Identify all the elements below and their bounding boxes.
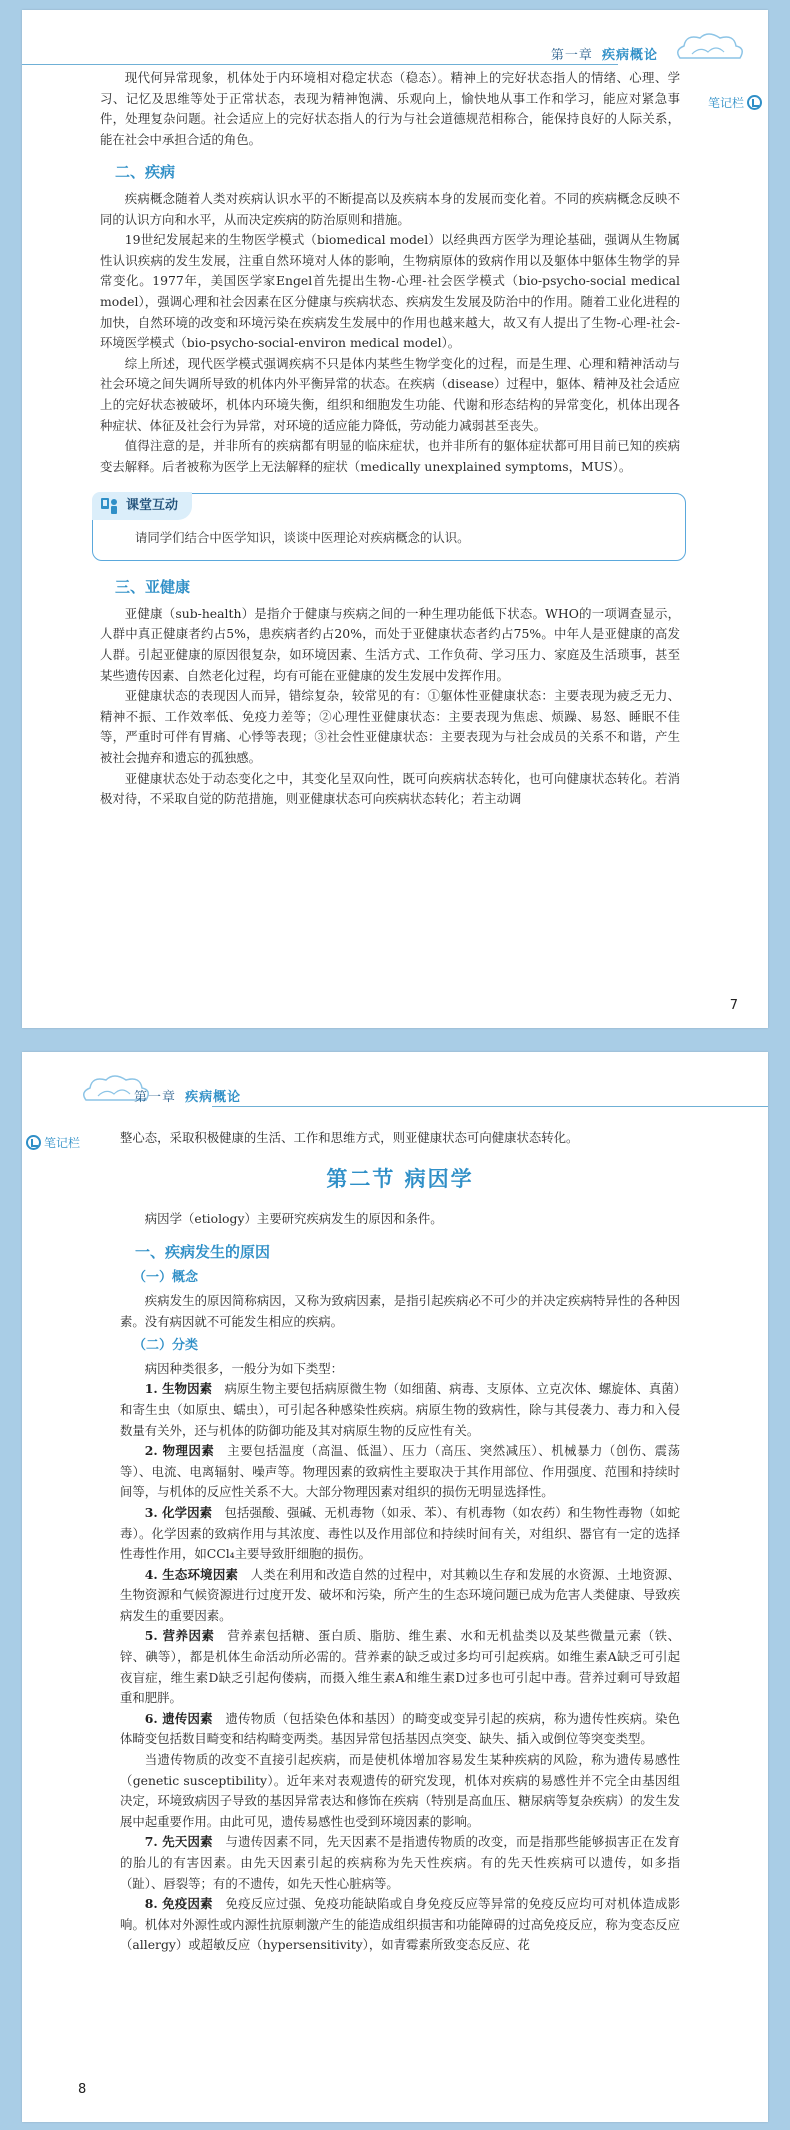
item-lead: 4. 生态环境因素 — [144, 1566, 239, 1582]
list-item — [120, 1626, 680, 1708]
page-7-body — [100, 68, 680, 810]
section-title: 第二节 病因学 — [326, 1166, 474, 1191]
item-text: 人类在利用和改造自然的过程中，对其赖以生存和发展的水资源、土地资源、生物资源和气候资源进行过度开发、破坏和污染，所产生的生态环境问题已成为危害人类健康、导致疾病发生的重要因素。 — [120, 1566, 681, 1623]
interaction-tag — [92, 492, 192, 520]
chapter-number: 第一章 — [550, 48, 593, 63]
paragraph: 值得注意的是，并非所有的疾病都有明显的临床症状，也并非所有的躯体症状都可用目前已知的疾病变去解释。后者被称为医学上无法解释的症状（medically unexplained symptoms，MUS）。 — [100, 438, 680, 474]
item-text: 与遗传因素不同，先天因素不是指遗传物质的改变，而是指那些能够损害正在发育的胎儿的有害因素。由先天因素引起的疾病称为先天性疾病。有的先天性疾病可以遗传，如多指（趾）、唇裂等；有的不遗传，如先天性心脏病等。 — [120, 1834, 681, 1891]
item-text: 病原生物主要包括病原微生物（如细菌、病毒、支原体、立克次体、螺旋体、真菌）和寄生虫（如原虫、蠕虫），可引起各种感染性疾病。病原生物的致病性，除与其侵袭力、毒力和入侵数量有关外，还与机体的防御功能及其对病原生物的反应性有关。 — [120, 1381, 680, 1438]
item-lead: 7. 先天因素 — [144, 1834, 213, 1850]
subheading-classification: （二）分类 — [133, 1338, 199, 1354]
item-text: 当遗传物质的改变不直接引起疾病，而是使机体增加容易发生某种疾病的风险，称为遗传易感性（genetic susceptibility）。近年来对表观遗传的研究发现，机体对疾病的易感性并不完全由基因组决定，环境致病因子导致的基因异常表达和修饰在疾病（特别是高血压、糖尿病等复杂疾病）的发生发展中起重要作用。由此可见，遗传易感性也受到环境因素的影响。 — [120, 1752, 680, 1829]
item-text: 营养素包括糖、蛋白质、脂肪、维生素、水和无机盐类以及某些微量元素（铁、锌、碘等），都是机体生命活动所必需的。营养素的缺乏或过多均可引起疾病。如维生素A缺乏可引起夜盲症，维生素D缺乏引起佝偻病，而摄入维生素A和维生素D过多也可引起中毒。营养过剩可导致超重和肥胖。 — [120, 1628, 681, 1706]
page-number: 8 — [78, 2082, 87, 2097]
notes-icon — [26, 1135, 41, 1150]
page-8-body — [120, 1128, 680, 1956]
item-lead: 6. 遗传因素 — [144, 1710, 213, 1726]
notes-column-label — [26, 1134, 80, 1151]
paragraph: 疾病发生的原因简称病因，又称为致病因素，是指引起疾病必不可少的并决定疾病特异性的各种因素。没有病因就不可能发生相应的疾病。 — [120, 1292, 680, 1329]
item-text: 免疫反应过强、免疫功能缺陷或自身免疫反应等异常的免疫反应均可对机体造成影响。机体对外源性或内源性抗原刺激产生的能造成组织损害和功能障碍的过高免疫反应，称为变态反应（allergy）或超敏反应（hypersensitivity），如青霉素所致变态反应、花 — [120, 1896, 681, 1953]
item-text: 包括强酸、强碱、无机毒物（如汞、苯）、有机毒物（如农药）和生物性毒物（如蛇毒）。化学因素的致病作用与其浓度、毒性以及作用部位和持续时间有关，对组织、器官有一定的选择性毒性作用，如CCl₄主要导致肝细胞的损伤。 — [120, 1504, 680, 1562]
header-rule — [22, 64, 618, 65]
chapter-header — [551, 44, 658, 63]
page-7 — [22, 10, 768, 1028]
item-lead: 5. 营养因素 — [144, 1628, 215, 1644]
chapter-title: 疾病概论 — [185, 1090, 242, 1105]
paragraph: 整心态，采取积极健康的生活、工作和思维方式，则亚健康状态可向健康状态转化。 — [120, 1130, 579, 1145]
list-item — [120, 1750, 680, 1832]
item-text: 主要包括温度（高温、低温）、压力（高压、突然减压）、机械暴力（创伤、震荡等）、电流、电离辐射、噪声等。物理因素的致病性主要取决于其作用部位、作用强度、范围和持续时间等，与机体的反应性关系不大。大部分物理因素对组织的损伤无明显选择性。 — [120, 1443, 681, 1500]
notes-label-text: 笔记栏 — [707, 96, 744, 110]
interaction-title: 课堂互动 — [126, 497, 179, 513]
header-rule — [212, 1106, 768, 1107]
page-header — [22, 1052, 768, 1114]
interaction-icon — [100, 497, 120, 515]
paragraph: 19世纪发展起来的生物医学模式（biomedical model）以经典西方医学为理论基础，强调从生物属性认识疾病的发生发展，注重自然环境对人体的影响，生物病原体的致病作用以及躯体中躯体生物学的异常变化。1977年，美国医学家Engel首先提出生物-心理-社会医学模式（bio-psycho-social medical model），强调心理和社会因素在区分健康与疾病状态、疾病发生发展及防治中的作用。随着工业化进程的加快，自然环境的改变和环境污染在疾病发生发展中的作用也越来越大，故又有人提出了生物-心理-社会-环境医学模式（bio-psycho-social-environ medical model）。 — [100, 232, 680, 351]
paragraph: 病因学（etiology）主要研究疾病发生的原因和条件。 — [144, 1211, 443, 1227]
page-number: 7 — [729, 998, 738, 1013]
item-lead: 8. 免疫因素 — [144, 1896, 213, 1912]
chapter-title: 疾病概论 — [601, 48, 658, 63]
list-item — [120, 1565, 680, 1627]
heading-causes: 一、疾病发生的原因 — [135, 1242, 271, 1261]
subheading-concept: （一）概念 — [133, 1270, 199, 1286]
paragraph: 亚健康状态的表现因人而异，错综复杂，较常见的有：①躯体性亚健康状态：主要表现为疲乏无力、精神不振、工作效率低、免疫力差等；②心理性亚健康状态：主要表现为焦虑、烦躁、易怒、睡眠不佳等，严重时可伴有胃痛、心悸等表现；③社会性亚健康状态：主要表现为与社会成员的关系不和谐，产生被社会抛弃和遗忘的孤独感。 — [100, 688, 680, 766]
section-heading-disease: 二、疾病 — [115, 163, 176, 182]
chapter-number: 第一章 — [134, 1090, 177, 1105]
paragraph: 病因种类很多，一般分为如下类型： — [144, 1360, 344, 1376]
paragraph: 疾病概念随着人类对疾病认识水平的不断提高以及疾病本身的发展而变化着。不同的疾病概念反映不同的认识方向和水平，从而决定疾病的防治原则和措施。 — [100, 190, 680, 227]
list-item — [120, 1441, 680, 1503]
list-item — [120, 1379, 680, 1441]
paragraph: 综上所述，现代医学模式强调疾病不只是体内某些生物学变化的过程，而是生理、心理和精神活动与社会环境之间失调所导致的机体内外平衡异常的状态。在疾病（disease）过程中，躯体、精神及社会适应上的完好状态被破坏，机体内环境失衡，组织和细胞发生功能、代谢和形态结构的异常变化，机体出现各种症状、体征及社会行为异常，对环境的适应能力降低，劳动能力减弱甚至丧失。 — [100, 355, 680, 433]
section-heading-subhealth: 三、亚健康 — [115, 578, 191, 597]
chapter-header — [134, 1086, 241, 1105]
item-lead: 3. 化学因素 — [144, 1504, 213, 1520]
item-text: 遗传物质（包括染色体和基因）的畸变或变异引起的疾病，称为遗传性疾病。染色体畸变包括数目畸变和结构畸变两类。基因异常包括基因点突变、缺失、插入或倒位等突变类型。 — [120, 1710, 681, 1747]
paragraph: 亚健康（sub-health）是指介于健康与疾病之间的一种生理功能低下状态。WHO的一项调查显示，人群中真正健康者约占5%，患疾病者约占20%，而处于亚健康状态者约占75%。中年人是亚健康的高发人群。引起亚健康的原因很复杂，如环境因素、生活方式、工作负荷、学习压力、家庭及生活琐事，甚至某些遗传因素、自然老化过程，均有可能在亚健康的发生发展中发挥作用。 — [100, 605, 680, 683]
item-lead: 2. 物理因素 — [144, 1443, 215, 1459]
list-item — [120, 1709, 680, 1750]
classroom-interaction-box — [92, 493, 686, 561]
list-item — [120, 1832, 680, 1894]
interaction-prompt: 请同学们结合中医学知识，谈谈中医理论对疾病概念的认识。 — [135, 530, 470, 546]
cloud-ornament-icon — [670, 28, 750, 68]
paragraph: 亚健康状态处于动态变化之中，其变化呈双向性，既可向疾病状态转化，也可向健康状态转化。若消极对待，不采取自觉的防范措施，则亚健康状态可向疾病状态转化；若主动调 — [100, 770, 680, 807]
list-item — [120, 1894, 680, 1956]
notes-label-text: 笔记栏 — [44, 1136, 81, 1150]
notes-icon — [747, 95, 762, 110]
page-8 — [22, 1052, 768, 2122]
page-header — [22, 10, 768, 72]
item-lead: 1. 生物因素 — [144, 1381, 213, 1397]
paragraph: 现代何异常现象，机体处于内环境相对稳定状态（稳态）。精神上的完好状态指人的情绪、心理、学习、记忆及思维等处于正常状态，表现为精神饱满、乐观向上，愉快地从事工作和学习，能应对紧急事件，处理复杂问题。社会适应上的完好状态指人的行为与社会道德规范相称合，能保持良好的人际关系，能在社会中承担合适的角色。 — [100, 70, 680, 147]
list-item — [120, 1503, 680, 1565]
notes-column-label — [708, 94, 762, 111]
